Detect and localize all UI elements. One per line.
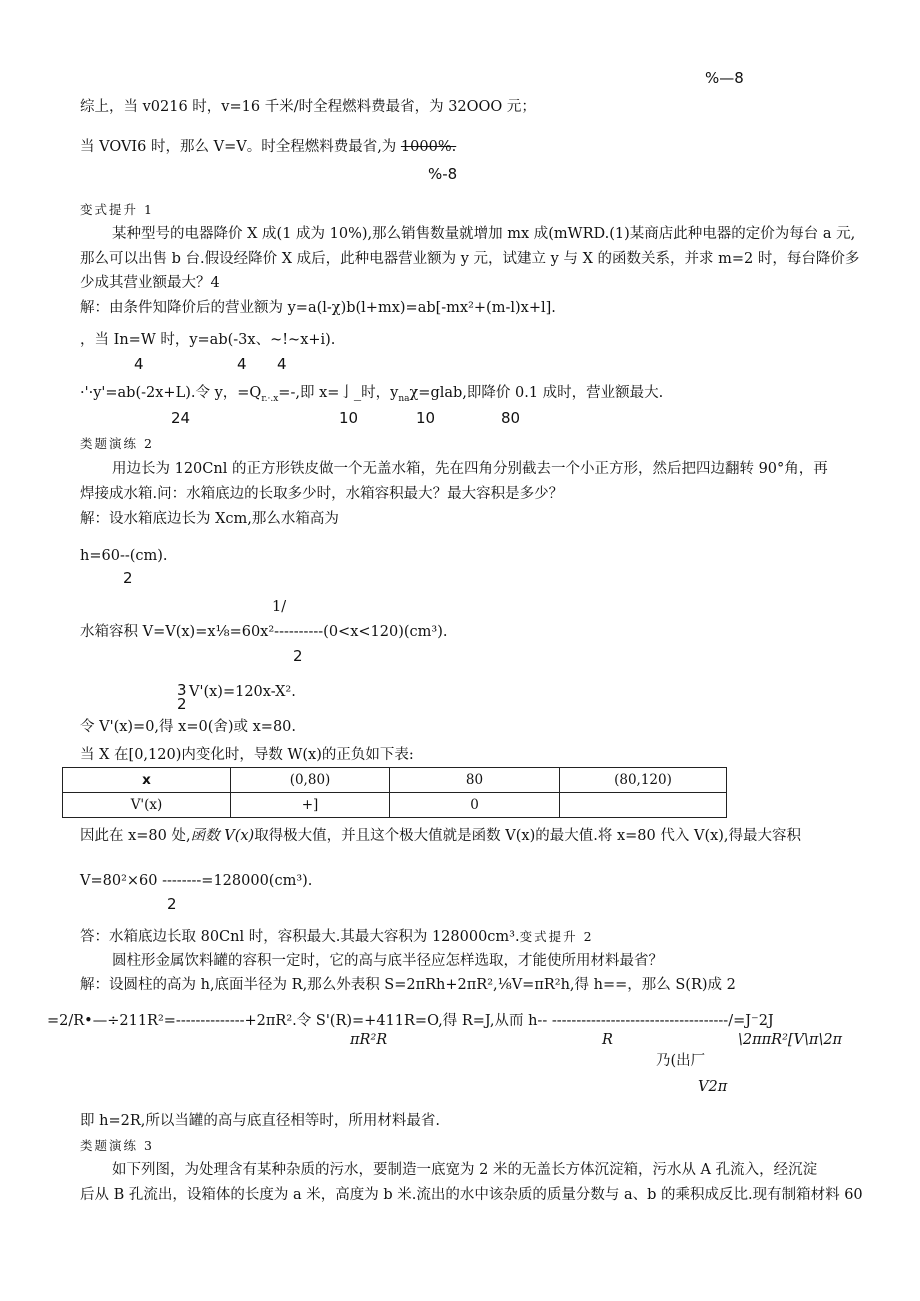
- solution1-line-1: 解：由条件知降价后的营业额为 y=a(l-χ)b(l+mx)=ab[-mx²+(m-l)x+l].: [80, 300, 556, 316]
- solution3-line-2: =2/R•—÷211R²=--------------+2πR².令 S'(R)=+411R=O,得 R=J,从而 h-- ------------------------------------/=J⁻2J: [47, 1013, 774, 1029]
- solution1-subscript-b: na: [398, 393, 410, 404]
- solution1-line-3-a: ·'·y'=ab(-2x+L).令 y，=Q: [80, 385, 262, 401]
- section-label-variant-1: 变式提升 1: [80, 202, 154, 217]
- table-cell: 0: [390, 793, 560, 818]
- solution2-derivative: V'(x)=120x-X².: [189, 684, 296, 700]
- table-cell: [560, 793, 727, 818]
- conclusion-part-a: 因此在 x=80 处,: [80, 828, 191, 844]
- problem4-line-1: 如下列图，为处理含有某种杂质的污水，要制造一底宽为 2 米的无盖长方体沉淀箱，污水从 A 孔流入，经沉淀: [112, 1162, 818, 1178]
- solution3-denom-c: \2ππR²[V\π\2π: [738, 1032, 843, 1048]
- section-label-exercise-2: 类题演练 2: [80, 436, 154, 451]
- solution2-volume-num: 1/: [272, 599, 287, 615]
- solution2-height-denom: 2: [123, 569, 133, 587]
- table-cell: +]: [231, 793, 390, 818]
- conclusion-italic: 函数 V(x): [190, 828, 255, 844]
- table-cell: x: [63, 768, 231, 793]
- solution3-denom-b: R: [602, 1032, 613, 1048]
- solution3-denom-e: V2π: [698, 1079, 728, 1095]
- solution3-line-1: 解：设圆柱的高为 h,底面半径为 R,那么外表积 S=2πRh+2πR²,⅛V=πR²h,得 h==，那么 S(R)成 2: [80, 977, 736, 993]
- problem3-line-1: 圆柱形金属饮料罐的容积一定时，它的高与底半径应怎样选取，才能使所用材料最省？: [112, 953, 663, 969]
- problem2-line-2: 焊接成水箱.问：水箱底边的长取多少时，水箱容积最大？最大容积是多少？: [80, 486, 564, 502]
- table-cell: (0,80): [231, 768, 390, 793]
- solution2-max-volume: V=80²×60 --------=128000(cm³).: [80, 873, 313, 889]
- fraction-marker-top: %—8: [705, 69, 744, 87]
- solution2-zero: 令 V'(x)=0,得 x=0(舍)或 x=80.: [80, 719, 297, 735]
- table-cell: (80,120): [560, 768, 727, 793]
- problem1-line-3: 少成其营业额最大？4: [80, 275, 220, 291]
- solution2-conclusion: [80, 826, 801, 846]
- solution2-deriv-coef-top: 3: [177, 681, 187, 699]
- solution3-conclusion: 即 h=2R,所以当罐的高与底直径相等时，所用材料最省.: [80, 1113, 440, 1129]
- problem2-line-1: 用边长为 120Cnl 的正方形铁皮做一个无盖水箱，先在四角分别截去一个小正方形，然后把四边翻转 90°角，再: [112, 461, 828, 477]
- fraction-marker-mid: %-8: [428, 165, 458, 183]
- solution2-height: h=60--(cm).: [80, 548, 168, 564]
- solution1-line-3-c: χ=glab,即降价 0.1 成时，营业额最大.: [409, 385, 664, 401]
- solution1-denom: 80: [501, 409, 521, 427]
- section-label-variant-2: 变式提升 2: [519, 929, 594, 944]
- solution3-denom-d: 乃(出厂: [656, 1053, 706, 1069]
- solution1-line-2: ，当 In=W 时，y=ab(-3x、~!~x+i).: [80, 332, 336, 348]
- conclusion-part-b: 取得极大值，并且这个极大值就是函数 V(x)的最大值.将 x=80 代入 V(x),得最大容积: [254, 828, 802, 844]
- answer-2: [80, 927, 594, 947]
- solution2-max-volume-denom: 2: [167, 895, 177, 913]
- solution1-denom: 10: [416, 409, 436, 427]
- summary-line-2-text: 当 VOVI6 时，那么 V=V。时全程燃料费最省,为: [80, 139, 401, 155]
- solution1-line-3-b: =-,即 x=亅_时，y: [278, 385, 399, 401]
- summary-line-2: [80, 137, 456, 157]
- solution2-table-intro: 当 X 在[0,120)内变化时，导数 W(x)的正负如下表:: [80, 747, 414, 763]
- problem4-line-2: 后从 B 孔流出，设箱体的长度为 a 米，高度为 b 米.流出的水中该杂质的质量分数与 a、b 的乘积成反比.现有制箱材料 60: [80, 1187, 863, 1203]
- solution2-deriv-coef-bottom: 2: [177, 695, 187, 713]
- summary-line-1: 综上，当 v0216 时，v=16 千米/时全程燃料费最省，为 32OOO 元；: [80, 99, 536, 115]
- table-cell: 80: [390, 768, 560, 793]
- solution1-denom: 4: [237, 355, 247, 373]
- solution1-line-3: [80, 383, 663, 409]
- solution1-denom: 4: [277, 355, 287, 373]
- answer-2-text: 答：水箱底边长取 80Cnl 时，容积最大.其最大容积为 128000cm³.: [80, 929, 520, 945]
- solution2-intro: 解：设水箱底边长为 Xcm,那么水箱高为: [80, 511, 339, 527]
- section-label-exercise-3: 类题演练 3: [80, 1138, 154, 1153]
- problem1-line-1: 某种型号的电器降价 X 成(1 成为 10%),那么销售数量就增加 mx 成(mWRD.(1)某商店此种电器的定价为每台 a 元,: [112, 226, 856, 242]
- table-cell: V'(x): [63, 793, 231, 818]
- solution3-denom-a: πR²R: [350, 1032, 388, 1048]
- solution1-denom: 10: [339, 409, 359, 427]
- solution1-subscript-a: r.·.x: [261, 393, 279, 404]
- table-row: [63, 793, 727, 818]
- solution1-denom: 4: [134, 355, 144, 373]
- table-header-row: [63, 768, 727, 793]
- solution1-denom: 24: [171, 409, 191, 427]
- problem1-line-2: 那么可以出售 b 台.假设经降价 X 成后，此种电器营业额为 y 元，试建立 y 与 X 的函数关系，并求 m=2 时，每台降价多: [80, 251, 860, 267]
- sign-table: [62, 767, 727, 818]
- solution2-volume: 水箱容积 V=V(x)=x⅛=60x²----------(0<x<120)(cm³).: [80, 624, 448, 640]
- solution2-volume-denom: 2: [293, 647, 303, 665]
- struck-value: 1000%.: [400, 139, 457, 155]
